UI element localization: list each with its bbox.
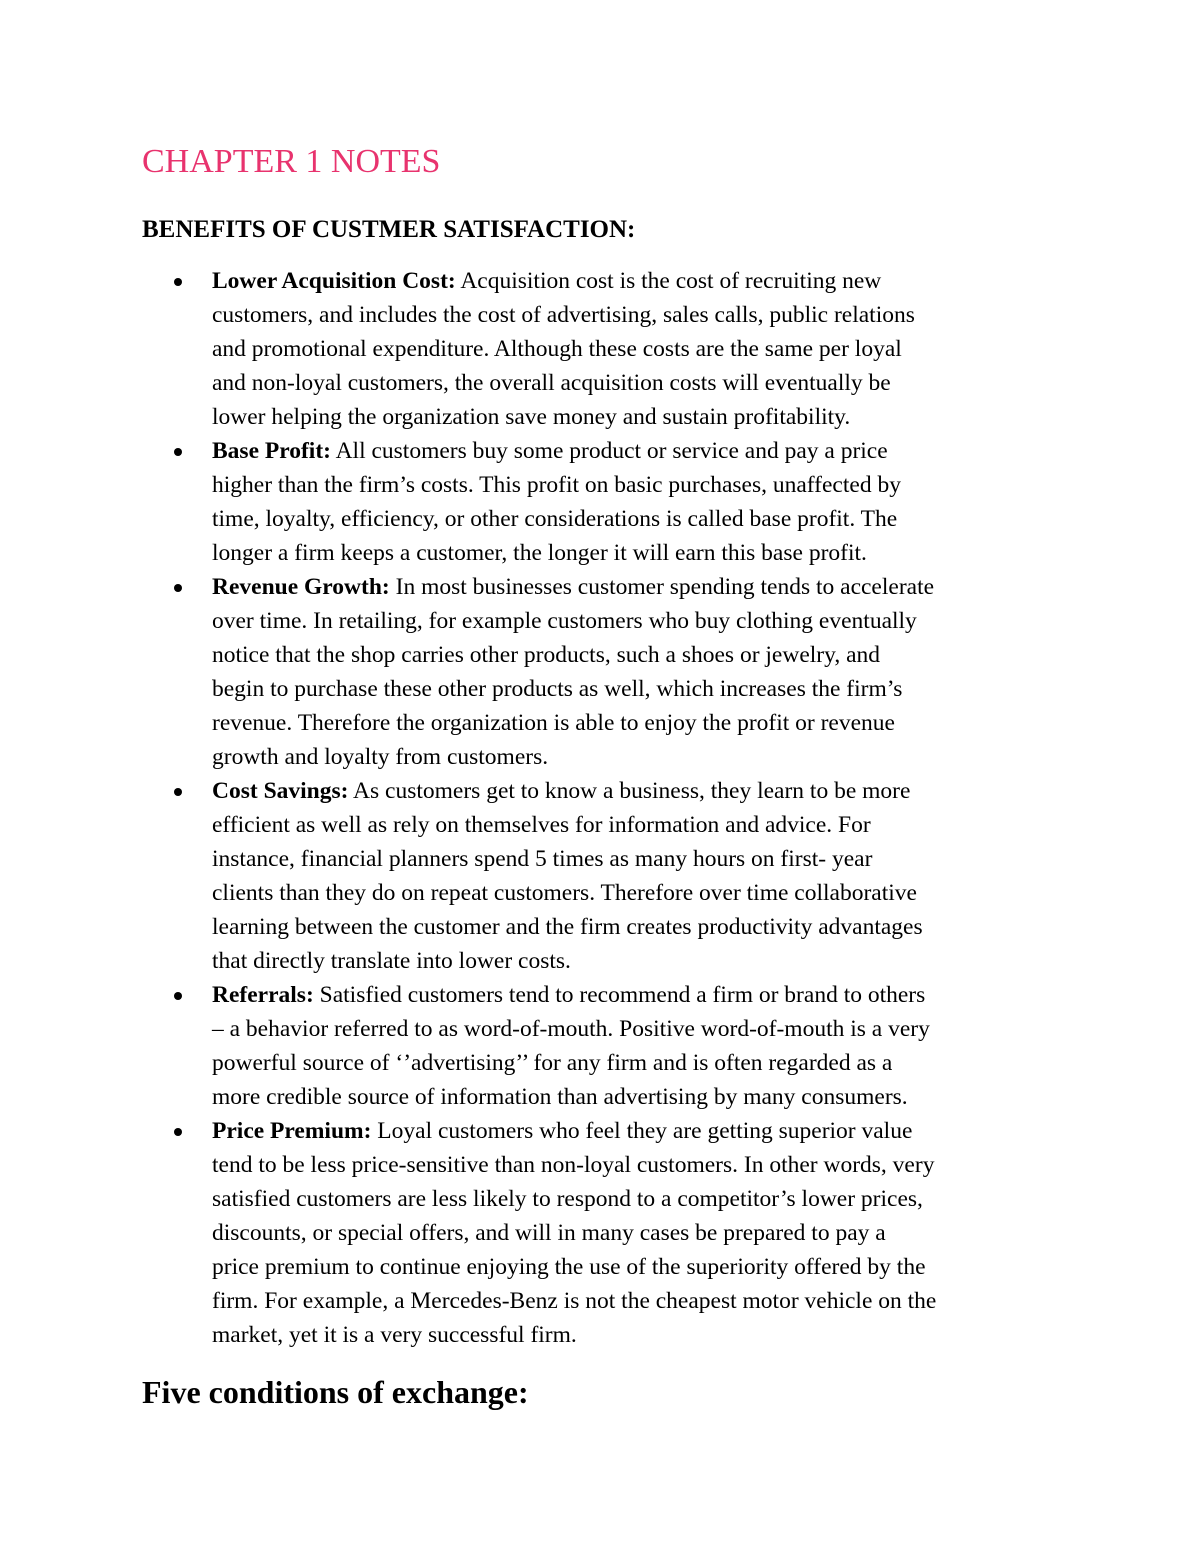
item-line: [212, 264, 1072, 298]
item-line: over time. In retailing, for example customers who buy clothing eventually: [212, 608, 917, 634]
list-item: [142, 434, 1072, 570]
item-line: market, yet it is a very successful firm.: [212, 1322, 577, 1348]
bullet-icon: [174, 434, 186, 468]
item-line: efficient as well as rely on themselves for information and advice. For: [212, 812, 871, 838]
item-line: [212, 570, 1072, 604]
benefit-text: As customers get to know a business, they learn to be more: [348, 778, 911, 804]
chapter-title: CHAPTER 1 NOTES: [142, 143, 441, 180]
benefit-term: Price Premium:: [212, 1118, 372, 1144]
benefit-term: Referrals:: [212, 982, 314, 1008]
list-item: [142, 774, 1072, 978]
bullet-icon: [174, 264, 186, 298]
item-line: – a behavior referred to as word-of-mouth. Positive word-of-mouth is a very: [212, 1016, 930, 1042]
bullet-icon: [174, 1114, 186, 1148]
item-line: begin to purchase these other products as well, which increases the firm’s: [212, 676, 903, 702]
item-line: time, loyalty, efficiency, or other considerations is called base profit. The: [212, 506, 898, 532]
item-line: instance, financial planners spend 5 times as many hours on first- year: [212, 846, 873, 872]
benefit-term: Base Profit:: [212, 438, 331, 464]
item-line: satisfied customers are less likely to respond to a competitor’s lower prices,: [212, 1186, 923, 1212]
item-line: notice that the shop carries other products, such a shoes or jewelry, and: [212, 642, 881, 668]
benefit-text: In most businesses customer spending tends to accelerate: [389, 574, 935, 600]
bullet-icon: [174, 774, 186, 808]
benefit-text: Satisfied customers tend to recommend a firm or brand to others: [313, 982, 926, 1008]
list-item: [142, 264, 1072, 434]
item-line: and non-loyal customers, the overall acquisition costs will eventually be: [212, 370, 891, 396]
benefit-term: Cost Savings:: [212, 778, 349, 804]
benefit-list: [142, 264, 1072, 1352]
item-line: discounts, or special offers, and will in many cases be prepared to pay a: [212, 1220, 886, 1246]
list-item: [142, 1114, 1072, 1352]
item-line: firm. For example, a Mercedes-Benz is not the cheapest motor vehicle on the: [212, 1288, 937, 1314]
item-line: customers, and includes the cost of advertising, sales calls, public relations: [212, 302, 915, 328]
item-line: and promotional expenditure. Although these costs are the same per loyal: [212, 336, 902, 362]
item-line: growth and loyalty from customers.: [212, 744, 549, 770]
item-line: price premium to continue enjoying the use of the superiority offered by the: [212, 1254, 926, 1280]
section-heading: BENEFITS OF CUSTMER SATISFACTION:: [142, 216, 636, 243]
item-line: revenue. Therefore the organization is able to enjoy the profit or revenue: [212, 710, 895, 736]
list-item: [142, 570, 1072, 774]
item-line: [212, 1114, 1072, 1148]
item-line: that directly translate into lower costs.: [212, 948, 571, 974]
item-line: learning between the customer and the firm creates productivity advantages: [212, 914, 923, 940]
benefit-term: Revenue Growth:: [212, 574, 390, 600]
item-line: tend to be less price-sensitive than non-loyal customers. In other words, very: [212, 1152, 935, 1178]
sub-heading: Five conditions of exchange:: [142, 1374, 529, 1410]
bullet-icon: [174, 978, 186, 1012]
item-line: powerful source of ‘’advertising’’ for any firm and is often regarded as a: [212, 1050, 893, 1076]
item-line: higher than the firm’s costs. This profit on basic purchases, unaffected by: [212, 472, 901, 498]
item-line: [212, 774, 1072, 808]
benefit-text: All customers buy some product or service and pay a price: [331, 438, 888, 464]
benefit-term: Lower Acquisition Cost:: [212, 268, 456, 294]
benefit-text: Acquisition cost is the cost of recruiting new: [455, 268, 882, 294]
item-line: [212, 978, 1072, 1012]
item-line: [212, 434, 1072, 468]
list-item: [142, 978, 1072, 1114]
item-line: more credible source of information than advertising by many consumers.: [212, 1084, 908, 1110]
item-line: lower helping the organization save money and sustain profitability.: [212, 404, 851, 430]
item-line: longer a firm keeps a customer, the longer it will earn this base profit.: [212, 540, 867, 566]
benefit-text: Loyal customers who feel they are getting superior value: [371, 1118, 913, 1144]
bullet-icon: [174, 570, 186, 604]
item-line: clients than they do on repeat customers. Therefore over time collaborative: [212, 880, 917, 906]
